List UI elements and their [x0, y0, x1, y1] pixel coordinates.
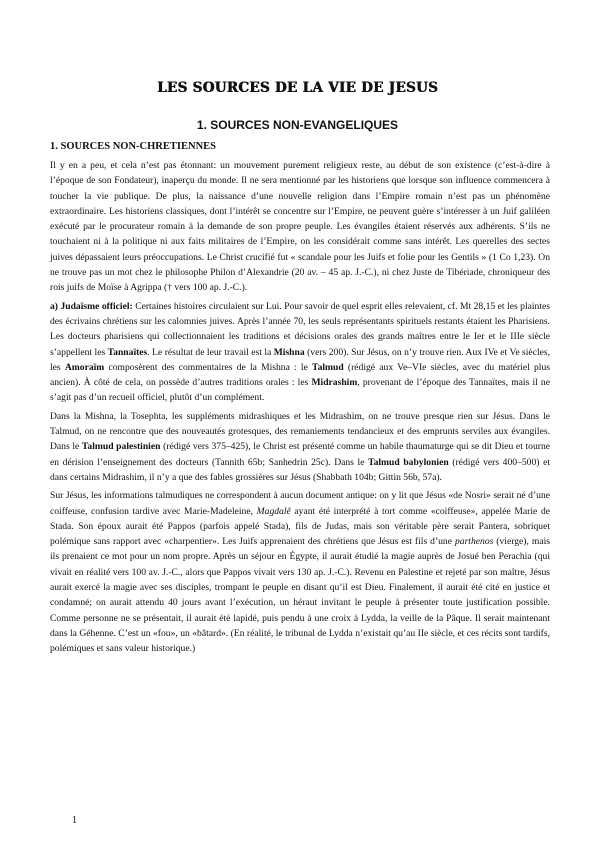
bold-text: a) Judaïsme officiel:	[50, 300, 133, 312]
bold-text: Mishna	[273, 346, 305, 358]
document-subtitle: 1. SOURCES NON-EVANGELIQUES	[196, 118, 399, 132]
bold-text: Tannaïtes	[107, 346, 148, 358]
paragraph	[50, 409, 550, 485]
paragraph	[50, 158, 550, 296]
text-run: Il y en a peu, et cela n’est pas étonnant: un mouvement purement religieux reste, au début de son existence (c’est-à-dire à l’époque de son Fondateur), inaperçu du monde. Il ne sera mentionné par les historiens que lorsque son influence commencera à toucher la vie publique. De plus, la naissance d’une nouvelle religion dans l’Empire romain n’est pas un phénomène extraordinaire. Les historiens classiques, dont l’intérêt se concentre sur l’Empire, ne peuvent guère s’intéresser à un Juif galiléen exécuté par le procurateur romain à la demande de son propre peuple. Les évangiles étaient réservés aux adhérents. S’ils ne touchaient ni à la politique ni aux faits militaires de l’Empire, on les considérait comme sans intérêt. Les querelles des sectes juives dépassaient leurs préoccupations. Le Christ crucifié fut « scandale pour les Juifs et folie pour les Gentils » (1 Co 1,23). On ne trouve pas un mot chez le philosophe Philon d’Alexandrie (20 av. – 45 ap. J.-C.), ni chez Juste de Tibériade, chroniqueur des rois juifs de Moïse à Agrippa († vers 100 ap. J.-C.).	[50, 160, 550, 294]
paragraph	[50, 299, 550, 406]
bold-text: Talmud palestinien	[81, 441, 161, 453]
text-run: Certaines histoires circulaient sur Lui. Pour savoir de quel esprit elles relevaient, cf. Mt 28,15 et les plaintes des écrivains chrétiens sur les calomnies juives. Après l’année 70, les seuls représentants spirituels restants étaient les Pharisiens. Les docteurs pharisiens qui collectionnaient les traditions et décisions orales des grands maîtres entre le Ier et le IIIe siècle s’appellent les	[50, 300, 550, 358]
text-run: ayant été interprété à tort comme «coiffeuse», appelée Marie de Stada. Son époux aurait été Pappos (parfois appelé Stada), fils de Judas, mais son véritable père serait Pantera, sobriquet polémique sans rapport avec «charpentier». Les Juifs apprenaient des chrétiens que Jésus est fils d’une	[50, 505, 550, 548]
body-text	[50, 158, 550, 660]
text-run: . Le résultat de leur travail est la	[147, 346, 274, 358]
bold-text: Talmud	[312, 361, 344, 373]
document-title: LES SOURCES DE LA VIE DE JESUS	[156, 80, 438, 96]
text-run: Sur Jésus, les informations talmudiques ne correspondent à aucun document antique: on y lit que Jésus «de Nosri» serait né d’une coiffeuse, confusion tardive avec Marie-Madeleine,	[50, 490, 550, 517]
text-run: composèrent des commentaires de la Mishna : le	[104, 361, 313, 373]
bold-text: Midrashim	[311, 377, 358, 389]
text-run: (vierge), mais ils prenaient ce mot pour un nom propre. Après un séjour en Égypte, il aurait étudié la magie auprès de Josué ben Perachia (qui vivait en réalité vers 100 av. J.-C., alors que Pappos vivait vers 130 ap. J.-C.). Revenu en Palestine et rejeté par son maître, Jésus aurait exercé la magie avec ses disciples, trompant le peuple en disant qu’il est Dieu. Finalement, il aurait été cité en justice et condamné; on aurait attendu 40 jours avant l’exécution, un héraut invitant le peuple à présenter toute justification possible. Comme personne ne se présentait, il aurait été lapidé, puis pendu à une croix à Lydda, la veille de la Pâque. Il serait maintenant dans la Géhenne. C’est un «fou», un «bâtard». (En réalité, le tribunal de Lydda n’existait qu’au IIe siècle, et ces récits sont tardifs, polémiques et sans valeur historique.)	[50, 536, 550, 655]
italic-text: Magdalê	[256, 505, 291, 517]
text-run: (rédigé vers 400–500) et dans certains Midrashim, il n’y a que des fables grossières sur Jésus (Shabbath 104b; Gittin 56b, 57a).	[50, 456, 550, 483]
text-run: Dans la Mishna, la Tosephta, les suppléments midrashiques et les Midrashim, on ne trouve presque rien sur Jésus. Dans le Talmud, on ne rencontre que des nouveautés grotesques, des remaniements tendancieux et des emprunts serviles aux évangiles. Dans le	[50, 410, 550, 453]
paragraph	[50, 488, 550, 656]
section-heading: 1. SOURCES NON-CHRETIENNES	[50, 141, 216, 152]
italic-text: parthenos	[454, 536, 494, 548]
text-run: , provenant de l’époque des Tannaïtes, mais il ne s’agit pas d’un recueil officiel, plutôt d’un complément.	[50, 377, 550, 404]
text-run: (rédigé vers 375–425), le Christ est présenté comme un habile thaumaturge qui se dit Dieu et tourne en dérision l’enseignement des docteurs (Tannith 65b; Sanhedrin 25c). Dans le	[50, 441, 550, 468]
text-run: (rédigé aux Ve–VIe siècles, avec du matériel plus ancien). À côté de cela, on possède d’autres traditions orales : les	[50, 361, 550, 389]
page-number: 1	[72, 815, 77, 826]
bold-text: Talmud babylonien	[368, 456, 449, 468]
text-run: (vers 200). Sur Jésus, on n’y trouve rien. Aux IVe et Ve siècles, les	[50, 346, 551, 373]
bold-text: Amoraïm	[64, 361, 105, 373]
